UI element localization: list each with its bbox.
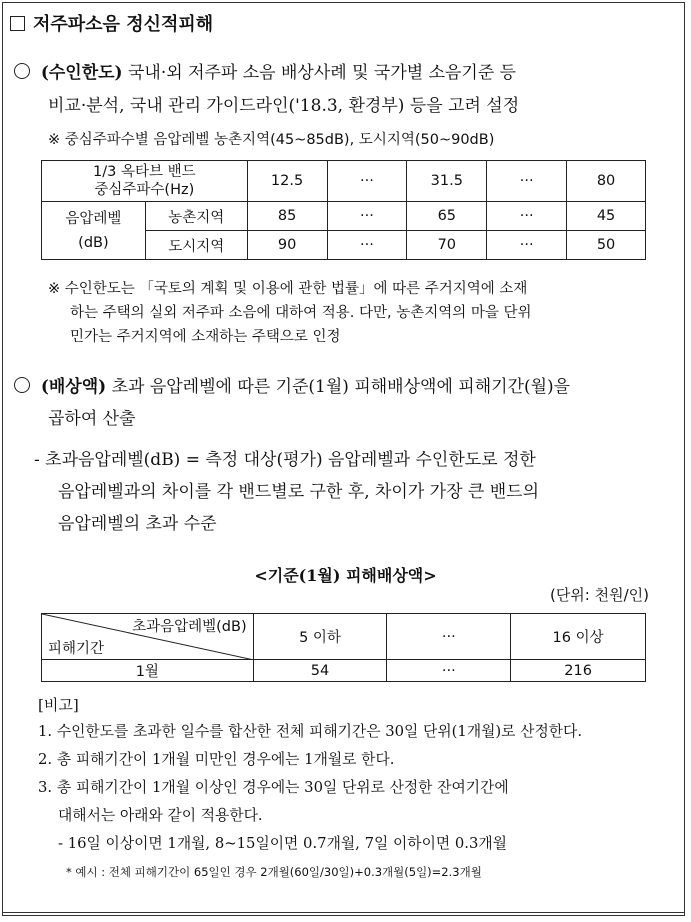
table-cell: ··· [327, 231, 407, 260]
table-cell: ··· [327, 202, 407, 231]
table2-row-label: 1월 [42, 660, 254, 682]
sound-level-table [41, 160, 646, 260]
tolerance-text-1: 국내·외 저주파 소음 배상사례 및 국가별 소음기준 등 [122, 63, 517, 83]
table-row-label-rural: 농촌지역 [145, 202, 247, 231]
table2-cell: ··· [387, 660, 511, 682]
section-title [10, 10, 213, 36]
table-cell: 45 [567, 202, 646, 231]
paragraph-compensation-line2: 곱하여 산출 [48, 409, 136, 429]
table2-header-cell: 5 이하 [253, 614, 387, 660]
remarks-item-2: 2. 총 피해기간이 1개월 미만인 경우에는 1개월로 한다. [38, 751, 395, 768]
table2-unit: (단위: 천원/인) [549, 586, 649, 604]
table-row-label-urban: 도시지역 [145, 231, 247, 260]
excess-definition-line3: 음압레벨의 초과 수준 [58, 514, 217, 534]
table2-cell: 216 [511, 660, 646, 682]
table2-caption: <기준(1월) 피해배상액> [254, 566, 437, 585]
table2-header-cell: 16 이상 [511, 614, 646, 660]
compensation-table [41, 613, 646, 682]
tolerance-label: (수인한도) [40, 63, 123, 83]
table-header-frequency: 1/3 옥타브 밴드 중심주파수(Hz) [42, 161, 248, 202]
paragraph-tolerance-line1 [14, 58, 516, 83]
bottom-rule [2, 912, 685, 913]
table-cell: 65 [407, 202, 487, 231]
table-cell: ··· [487, 231, 567, 260]
compensation-label: (배상액) [40, 377, 107, 397]
table-header-cell: ··· [327, 161, 407, 202]
table-header-cell: 31.5 [407, 161, 487, 202]
remarks-item-3-cont: 대해서는 아래와 같이 적용한다. [58, 807, 263, 824]
table-row-group-label: 음압레벨 (dB) [42, 202, 146, 260]
section-title-text: 저주파소음 정신적피해 [33, 14, 214, 35]
remarks-item-1: 1. 수인한도를 초과한 일수를 합산한 전체 피해기간은 30일 단위(1개월)로 산정한다. [38, 723, 583, 740]
excess-definition-line1: - 초과음압레벨(dB) = 측정 대상(평가) 음압레벨과 수인한도로 정한 [34, 450, 536, 470]
table2-corner-cell [42, 614, 254, 660]
table-cell: 50 [567, 231, 646, 260]
excess-definition-line2: 음압레벨과의 차이를 각 밴드별로 구한 후, 차이가 가장 큰 밴드의 [58, 482, 540, 502]
remarks-example: * 예시 : 전체 피해기간이 65일인 경우 2개월(60일/30일)+0.3개월(5일)=2.3개월 [66, 865, 482, 879]
table-header-cell: ··· [487, 161, 567, 202]
remarks-sub-rule: - 16일 이상이면 1개월, 8~15일이면 0.7개월, 7일 이하이면 0.3개월 [58, 835, 507, 852]
table-cell: 70 [407, 231, 487, 260]
table-cell: 85 [247, 202, 327, 231]
paragraph-compensation-line1 [14, 372, 570, 397]
note-tolerance-line2: 하는 주택의 실외 저주파 소음에 대하여 적용. 다만, 농촌지역의 마을 단위 [70, 305, 532, 321]
compensation-text-1: 초과 음압레벨에 따른 기준(1월) 피해배상액에 피해기간(월)을 [106, 377, 571, 397]
table2-corner-top: 초과음압레벨(dB) [132, 619, 247, 635]
paragraph-tolerance-line2: 비교·분석, 국내 관리 가이드라인('18.3, 환경부) 등을 고려 설정 [48, 96, 520, 116]
table2-corner-bottom: 피해기간 [48, 641, 105, 657]
note-tolerance-line1: ※ 수인한도는 「국토의 계획 및 이용에 관한 법률」에 따른 주거지역에 소재 [48, 281, 528, 297]
note-center-frequency: ※ 중심주파수별 음압레벨 농촌지역(45~85dB), 도시지역(50~90dB) [48, 132, 495, 148]
table2-header-cell: ··· [387, 614, 511, 660]
table-cell: 90 [247, 231, 327, 260]
checkbox-square-icon [10, 16, 25, 31]
circle-bullet-icon [14, 377, 30, 393]
remarks-item-3: 3. 총 피해기간이 1개월 이상인 경우에는 30일 단위로 산정한 잔여기간에 [38, 779, 509, 796]
note-tolerance-line3: 민가는 주거지역에 소재하는 주택으로 인정 [70, 329, 341, 345]
table-header-cell: 12.5 [247, 161, 327, 202]
circle-bullet-icon [14, 63, 30, 79]
table-cell: ··· [487, 202, 567, 231]
table-header-cell: 80 [567, 161, 646, 202]
remarks-title: [비고] [38, 696, 79, 714]
table2-cell: 54 [253, 660, 387, 682]
